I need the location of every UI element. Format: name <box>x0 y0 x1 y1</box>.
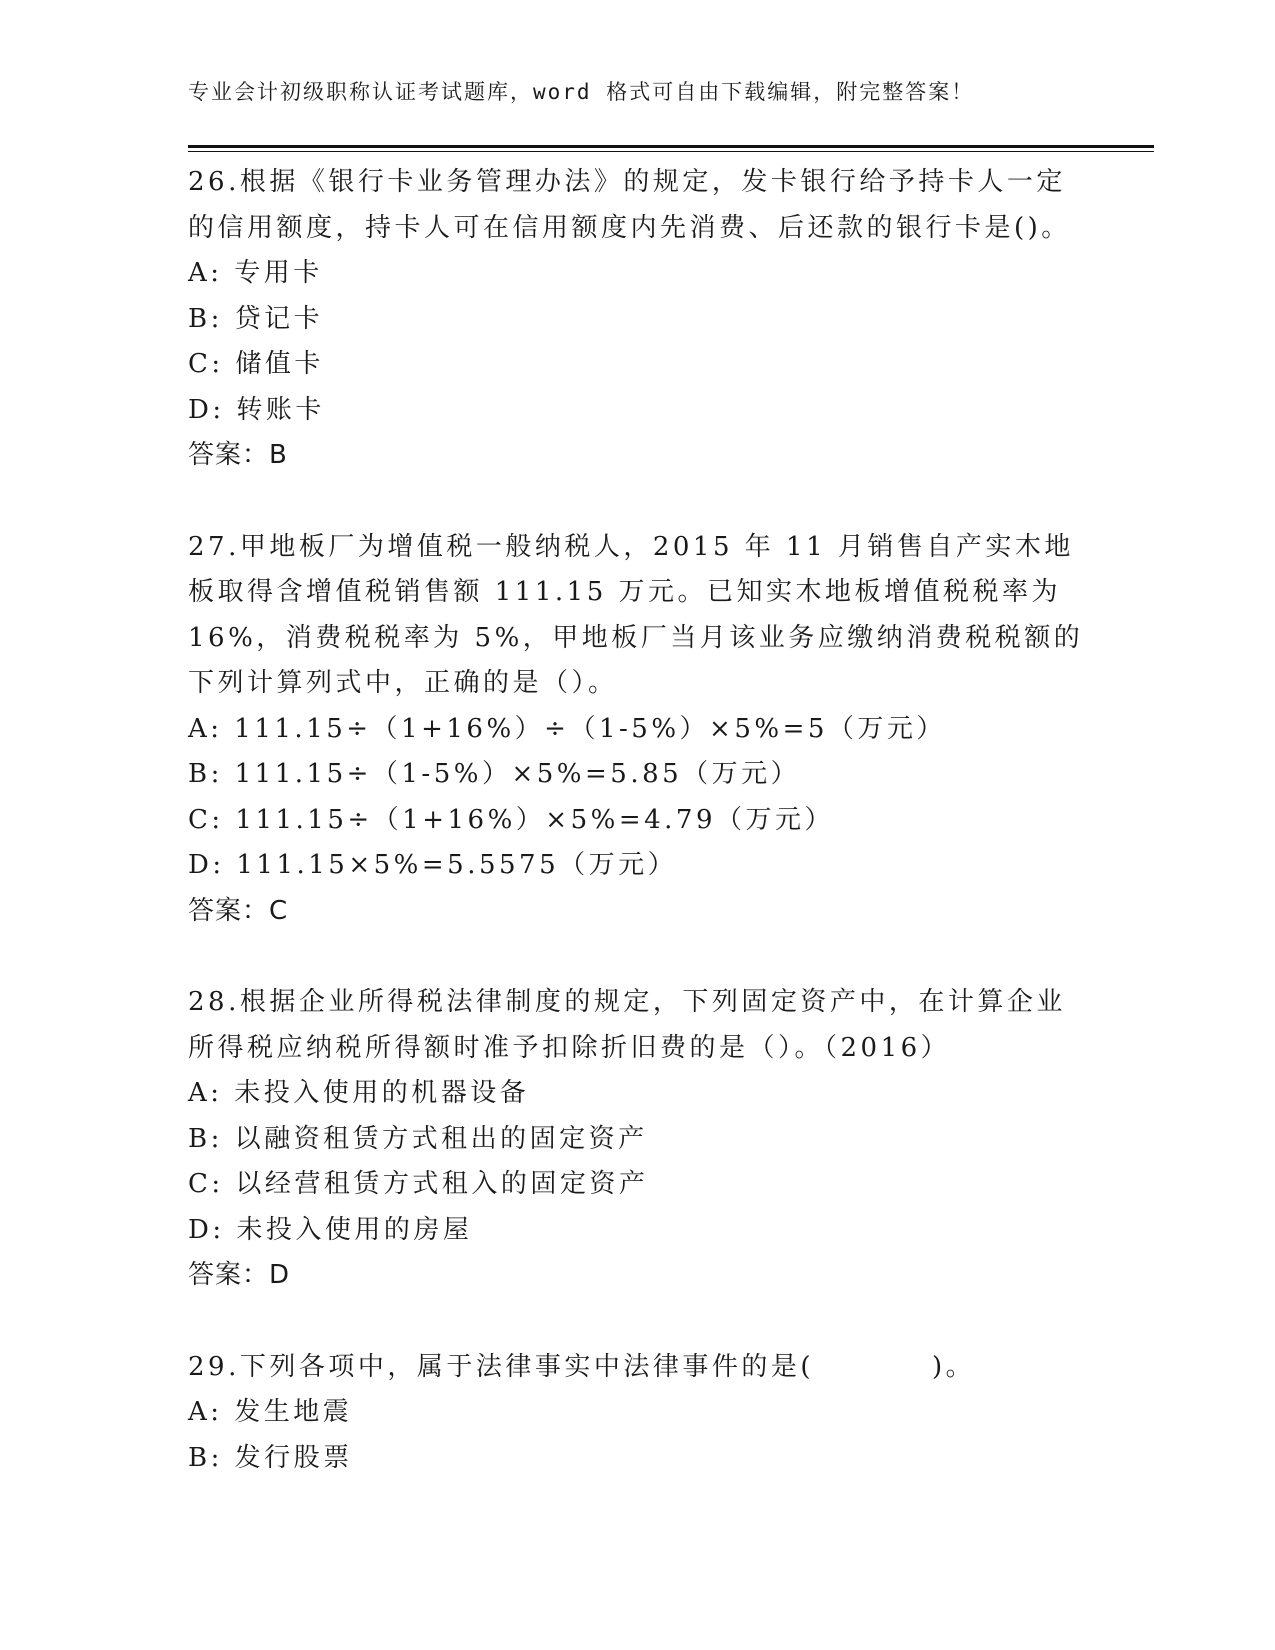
option-b: B: 发行股票 <box>188 1442 353 1473</box>
option-b: B: 111.15÷（1-5%）×5%=5.85（万元） <box>188 759 801 789</box>
option-c: C: 以经营租赁方式租入的固定资产 <box>188 1169 649 1199</box>
option-a: A: 未投入使用的机器设备 <box>188 1078 530 1108</box>
option-d: D: 转账卡 <box>188 394 325 425</box>
answer: 答案：B <box>188 440 288 470</box>
question-stem: 27.甲地板厂为增值税一般纳税人，2015 年 11 月销售自产实木地板取得含增值税销售额 111.15 万元。已知实木地板增值税税率为 16%，消费税税率为 5%，甲地板厂当月该业务应缴纳消费税税额的下列计算列式中，正确的是（）。 <box>188 531 1084 698</box>
option-b: B: 贷记卡 <box>188 303 324 334</box>
question-29 <box>188 1345 1088 1482</box>
option-a: A: 专用卡 <box>188 258 323 288</box>
answer: 答案：D <box>188 1260 291 1290</box>
header-rule-thin <box>188 151 1154 152</box>
question-stem: 26.根据《银行卡业务管理办法》的规定，发卡银行给予持卡人一定的信用额度，持卡人可在信用额度内先消费、后还款的银行卡是()。 <box>188 167 1071 243</box>
question-26 <box>188 160 1088 479</box>
option-a: A: 发生地震 <box>188 1397 353 1427</box>
page-header: 专业会计初级职称认证考试题库，word 格式可自由下载编辑，附完整答案！ <box>188 80 975 104</box>
option-d: D: 未投入使用的房屋 <box>188 1214 473 1245</box>
option-b: B: 以融资租赁方式租出的固定资产 <box>188 1123 648 1154</box>
option-a: A: 111.15÷（1+16%）÷（1-5%）×5%=5（万元） <box>188 713 946 744</box>
question-stem: 28.根据企业所得税法律制度的规定，下列固定资产中，在计算企业所得税应纳税所得额时准予扣除折旧费的是（）。（2016） <box>188 987 1066 1063</box>
option-d: D: 111.15×5%=5.5575（万元） <box>188 850 678 880</box>
question-28 <box>188 980 1088 1299</box>
header-rule-thick <box>188 145 1154 148</box>
question-stem: 29.下列各项中，属于法律事实中法律事件的是( )。 <box>188 1351 976 1382</box>
option-c: C: 111.15÷（1+16%）×5%=4.79（万元） <box>188 804 835 835</box>
question-27 <box>188 525 1088 935</box>
question-list <box>188 160 1088 1527</box>
answer: 答案：C <box>188 895 289 926</box>
option-c: C: 储值卡 <box>188 349 324 379</box>
